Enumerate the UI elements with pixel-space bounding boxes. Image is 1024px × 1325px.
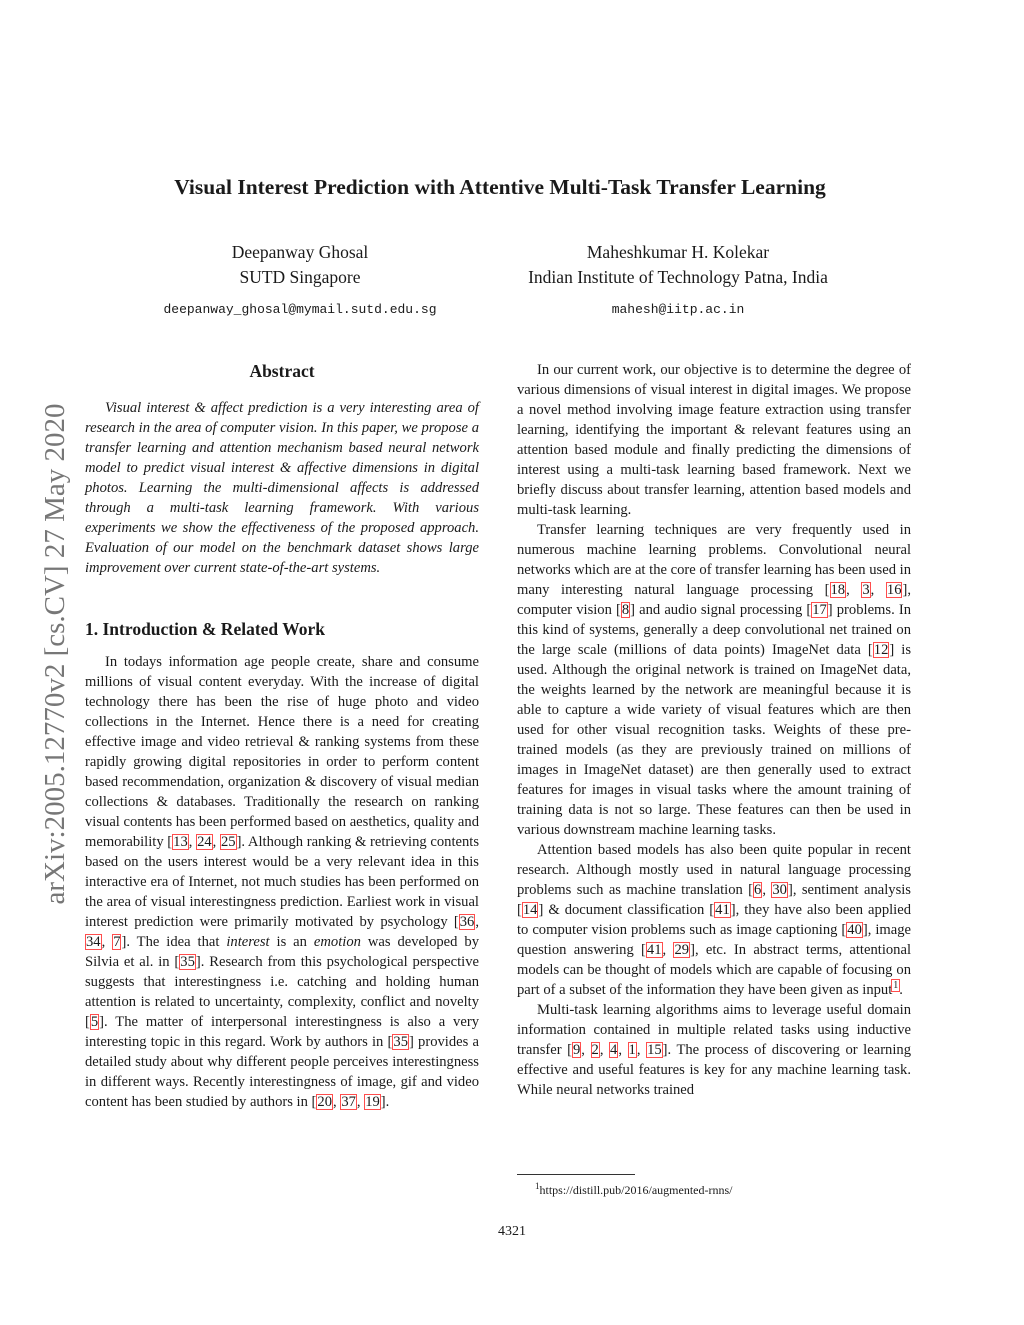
footnote-url[interactable]: https://distill.pub/2016/augmented-rnns/ — [539, 1183, 733, 1197]
citation-link[interactable]: 41 — [715, 902, 730, 918]
body-paragraph: Transfer learning techniques are very frequently used in numerous machine learning problems. Convolutional neural networks which are at the core of transfer learning has been used in many interesting natural language processing [18, 3, 16], computer vision [8] and audio signal processing [17] problems. In this kind of systems, generally a deep convolutional net trained on the large scale (millions of data points) ImageNet data [12] is used. Although the original network is trained on ImageNet data, the weights learned by the network are meaningful because it is able to capture a wide variety of visual features which are then used for other visual recognition tasks. Weights of these pre-trained models (as they are previously trained on millions of images in ImageNet dataset) are then generally used to extract features for images in visual tasks where the amount training of training data is not so large. These features can then be used in various downstream machine learning tasks. — [517, 522, 912, 838]
citation-link[interactable]: 24 — [197, 834, 212, 850]
author-name: Maheshkumar H. Kolekar — [586, 242, 770, 262]
citation-link[interactable]: 40 — [847, 922, 862, 938]
citation-link[interactable]: 2 — [591, 1042, 599, 1058]
citation-link[interactable]: 36 — [459, 914, 475, 930]
citation-link[interactable]: 35 — [180, 954, 195, 970]
author-block-1 — [120, 240, 480, 320]
body-paragraph: Attention based models has also been quite popular in recent research. Although mostly used in natural language processing problems such as machine translation [6, 30], sentiment analysis [14] & document classification [41], they have also been applied to computer vision problems such as image captioning [40], image question answering [41, 29], etc. In abstract terms, attentional models can be thought of models which are capable of focusing on part of a subset of the information they have been given as input$^1$. — [517, 842, 911, 998]
citation-link[interactable]: 20 — [317, 1094, 333, 1110]
citation-link[interactable]: 29 — [674, 942, 690, 958]
paper-title: Visual Interest Prediction with Attentive Multi-Task Transfer Learning — [174, 175, 826, 199]
citation-link[interactable]: 14 — [522, 902, 538, 918]
page-number: 4321 — [498, 1224, 526, 1239]
author-email[interactable]: mahesh@iitp.ac.in — [611, 302, 745, 317]
footnote-link[interactable]: 1 — [893, 980, 899, 992]
citation-link[interactable]: 15 — [647, 1042, 662, 1058]
citation-link[interactable]: 17 — [812, 602, 827, 618]
author-affiliation: Indian Institute of Technology Patna, India — [528, 267, 828, 287]
citation-link[interactable]: 19 — [365, 1094, 380, 1110]
abstract-heading: Abstract — [249, 361, 315, 381]
author-affiliation: SUTD Singapore — [239, 267, 361, 287]
citation-link[interactable]: 12 — [873, 642, 889, 658]
citation-link[interactable]: 18 — [830, 582, 846, 598]
footnote — [535, 1178, 733, 1198]
citation-link[interactable]: 4 — [610, 1042, 618, 1058]
footnote-divider — [517, 1174, 635, 1175]
body-paragraph: Multi-task learning algorithms aims to leverage useful domain information contained in multiple related tasks using inductive transfer [9, 2, 4, 1, 15]. The process of discovering or learning effective and useful features is key for any machine learning task. While neural networks trained — [517, 1002, 911, 1098]
citation-link[interactable]: 1 — [628, 1042, 636, 1058]
citation-link[interactable]: 41 — [646, 942, 662, 958]
citation-link[interactable]: 30 — [772, 882, 787, 898]
citation-link[interactable]: 7 — [113, 934, 121, 950]
citation-link[interactable]: 3 — [862, 582, 870, 598]
citation-link[interactable]: 9 — [573, 1042, 581, 1058]
citation-link[interactable]: 8 — [621, 602, 630, 618]
intro-paragraph: In todays information age people create, share and consume millions of visual content everyday. With the increase of digital technology there has been the rise of huge photo and video collections in the Internet. Hence there is a need for creating effective image and video retrieval & ranking systems from these rapidly growing digital repositories in order to perform content based recommendation, organization & discovery of visual median collections & databases. Traditionally the research on ranking visual contents has been performed based on aesthetics, quality and memorability [13, 24, 25]. Although ranking & retrieving contents based on the users interest would be a very relevant idea in this interactive era of Internet, not much studies has been performed on the area of visual interestingness prediction. Earliest work in visual interest prediction were primarily motivated by psychology [36, 34, 7]. The idea that interest is an emotion was developed by Silvia et al. in [35]. Research from this psychological perspective suggests that interestingness i.e. catching and holding human attention is related to uncertainty, complexity, conflict and novelty [5]. The matter of interpersonal interestingness is also a very interesting topic in this regard. Work by authors in [35] provides a detailed study about why different people perceives interestingness in different ways. Recently interestingness of image, gif and video content has been studied by authors in [20, 37, 19]. — [85, 654, 480, 1110]
author-block-2 — [498, 240, 858, 320]
citation-link[interactable]: 13 — [173, 834, 188, 850]
right-column — [517, 360, 911, 1100]
body-paragraph: In our current work, our objective is to determine the degree of various dimensions of visual interest in digital images. We propose a novel method involving image feature extraction using transfer learning, identifying the important & relevant features using an attention based module and finally predicting the dimensions of interest using a multi-task learning based framework. Next we briefly discuss about transfer learning, attention based models and multi-task learning. — [517, 362, 911, 518]
abstract-body: Visual interest & affect prediction is a very interesting area of research in the area of computer vision. In this paper, we propose a transfer learning and attention mechanism based neural network model to predict visual interest & affective dimensions in digital photos. Learning the multi-dimensional affects is addressed through a multi-task learning framework. With various experiments we show the effectiveness of the proposed approach. Evaluation of our model on the benchmark dataset shows large improvement over current state-of-the-art systems. — [85, 400, 479, 576]
footnote-mark: 1 — [535, 1181, 540, 1191]
citation-link[interactable]: 35 — [393, 1034, 408, 1050]
author-email[interactable]: deepanway_ghosal@mymail.sutd.edu.sg — [163, 302, 437, 317]
citation-link[interactable]: 16 — [886, 582, 902, 598]
citation-link[interactable]: 25 — [220, 834, 236, 850]
citation-link[interactable]: 5 — [90, 1014, 99, 1030]
left-column — [85, 358, 479, 1112]
citation-link[interactable]: 37 — [341, 1094, 356, 1110]
citation-link[interactable]: 34 — [86, 934, 101, 950]
author-name: Deepanway Ghosal — [231, 242, 369, 262]
citation-link[interactable]: 6 — [754, 882, 762, 898]
section-heading: 1. Introduction & Related Work — [85, 619, 325, 639]
arxiv-stamp: arXiv:2005.12770v2 [cs.CV] 27 May 2020 — [39, 403, 71, 905]
